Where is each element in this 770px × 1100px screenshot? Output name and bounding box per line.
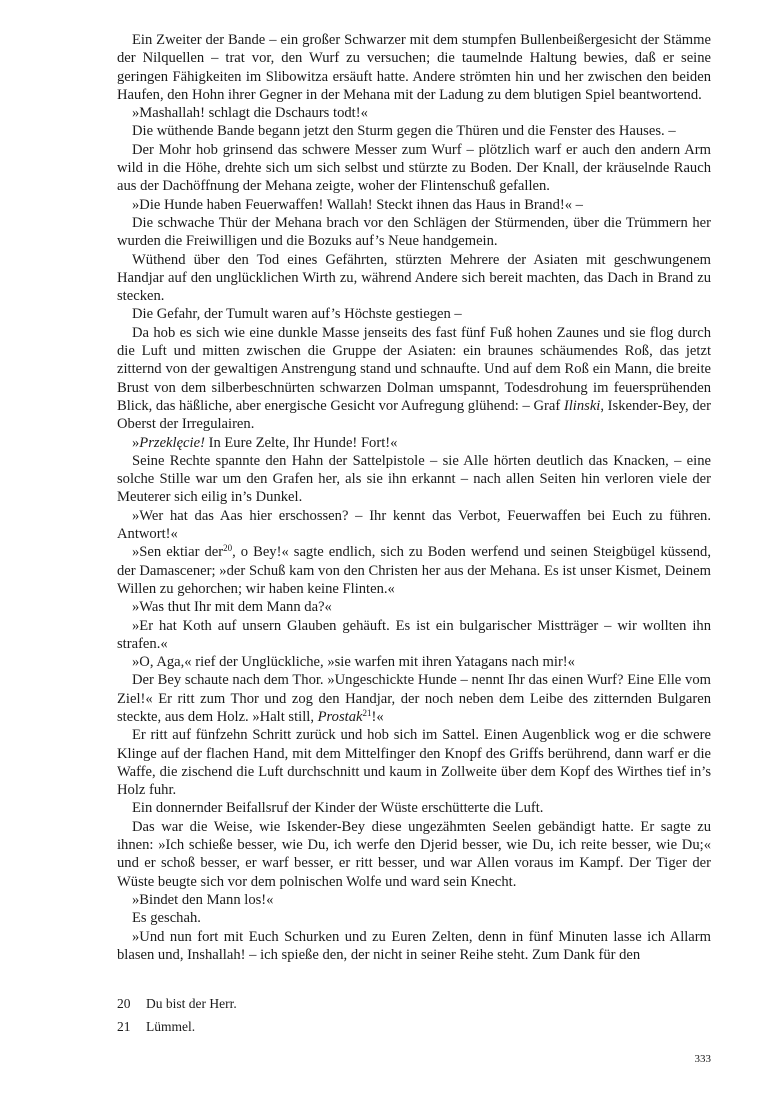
footnote-number: 21 xyxy=(117,1019,131,1034)
paragraph xyxy=(117,214,711,251)
paragraph xyxy=(117,909,711,927)
paragraph xyxy=(117,31,711,104)
paragraph xyxy=(117,598,711,616)
text-run: »Was thut Ihr mit dem Mann da?« xyxy=(132,599,332,616)
text-run: Der Mohr hob grinsend das schwere Messer zum Wurf – plötzlich warf er auch den andern Arm wild in die Höhe, drehte sich um sich selbst und stürzte zu Boden. Der Knall, der kräuselnde Rauch aus der Dachöffnung der Mehana zeigte, woher der Flintenschuß gefallen. xyxy=(117,141,711,195)
paragraph xyxy=(117,617,711,654)
paragraph xyxy=(117,891,711,909)
footnote-text: Du bist der Herr. xyxy=(146,996,237,1011)
text-run: Der Bey schaute nach dem Thor. »Ungeschickte Hunde – nennt Ihr das einen Wurf? Eine Elle vom Ziel!« Er ritt zum Thor und zog den Handjar, der noch neben dem Leibe des zitternden Bulgaren steckte, aus dem Holz. »Halt still, xyxy=(117,672,711,725)
paragraph xyxy=(117,324,711,434)
text-run: , Iskender-Bey, der Oberst der Irregulairen. xyxy=(117,397,711,433)
text-run: »Wer hat das Aas hier erschossen? – Ihr kennt das Verbot, Feuerwaffen bei Euch zu führen. Antwort!« xyxy=(117,507,711,543)
text-run: »Und nun fort mit Euch Schurken und zu Euren Zelten, denn in fünf Minuten lasse ich Allarm blasen und, Inshallah! – ich spieße den, der nicht in seiner Reihe steht. Zum Dank für den xyxy=(117,928,711,963)
footnote-text: Lümmel. xyxy=(146,1019,196,1034)
text-run: Ein Zweiter der Bande – ein großer Schwarzer mit dem stumpfen Bullenbeißergesicht der Stämme der Nilquellen – trat vor, den Wurf zu versuchen; die taumelnde Haltung bewies, daß er seine geringen Fähigkeiten im Slibowitza ersäuft hatte. Andere strömten hin und her zwischen den beiden Haufen, den Hohn ihrer Gegner in der Mehana mit der Ladung zu dem blutigen Spiel beantwortend. xyxy=(117,32,711,103)
paragraph xyxy=(117,434,711,452)
text-run: Er ritt auf fünfzehn Schritt zurück und hob sich im Sattel. Einen Augenblick wog er die schwere Klinge auf der flachen Hand, mit dem Mittelfinger den Knopf des Griffs berührend, dann warf er die Waffe, die zischend die Luft durchschnitt und kaum in Zollweite über dem Kopf des Wirthes tief in’s Holz fuhr. xyxy=(117,727,711,799)
text-run: »Mashallah! schlagt die Dschaurs todt!« xyxy=(132,105,368,122)
paragraph xyxy=(117,122,711,140)
paragraph xyxy=(117,141,711,196)
paragraph xyxy=(117,196,711,214)
text-run: Da hob es sich wie eine dunkle Masse jenseits des fast fünf Fuß hohen Zaunes und sie flog durch die Luft und mitten zwischen die Gruppe der Asiaten: ein braunes schäumendes Roß, das jetzt zitternd von der gewaltigen Anstrengung stand und schnaufte. Und auf dem Roß ein Mann, die breite Brust von dem silberbeschnürten schwarzen Dolman umspannt, Todesdrohung im feuersprühenden Blick, das häßliche, aber energische Gesicht vor Aufregung glühend: – Graf xyxy=(117,324,711,414)
text-run: , o Bey!« sagte endlich, sich zu Boden werfend und seinen Steigbügel küssend, der Damascener; »der Schuß kam von den Christen her aus der Mehana. Es ist unser Kismet, Deinem Willen zu gehorchen; wir haben keine Flinten.« xyxy=(117,544,711,597)
footnotes xyxy=(117,992,711,1038)
footnote xyxy=(117,992,711,1015)
paragraph xyxy=(117,507,711,544)
text-run: »O, Aga,« rief der Unglückliche, »sie warfen mit ihren Yatagans nach mir!« xyxy=(132,654,575,671)
text-run: Wüthend über den Tod eines Gefährten, stürzten Mehrere der Asiaten mit geschwungenem Handjar auf den unglücklichen Wirth zu, während Andere sich bereit machten, das Dach in Brand zu stecken. xyxy=(117,251,711,305)
italic-text: Przeklęcie! xyxy=(139,434,205,451)
page-number: 333 xyxy=(694,1053,711,1065)
text-run: Es geschah. xyxy=(132,910,201,927)
paragraph xyxy=(117,104,711,122)
text-run: Die Gefahr, der Tumult waren auf’s Höchste gestiegen – xyxy=(132,306,462,323)
text-run: Die schwache Thür der Mehana brach vor den Schlägen der Stürmenden, über die Trümmern her wurden die Freiwilligen und die Bozuks auf’s Neue handgemein. xyxy=(117,214,711,250)
paragraph xyxy=(117,452,711,507)
text-run: Die wüthende Bande begann jetzt den Sturm gegen die Thüren und die Fenster des Hauses. – xyxy=(132,123,676,140)
paragraph xyxy=(117,799,711,817)
text-run: »Bindet den Mann los!« xyxy=(132,891,274,908)
paragraph xyxy=(117,653,711,671)
paragraph xyxy=(117,726,711,799)
text-run: »Die Hunde haben Feuerwaffen! Wallah! Steckt ihnen das Haus in Brand!« – xyxy=(132,196,583,213)
text-run: »Er hat Koth auf unsern Glauben gehäuft. Es ist ein bulgarischer Mistträger – wir wollten ihn strafen.« xyxy=(117,617,711,652)
text-run: !« xyxy=(371,708,384,725)
text-run: »Sen ektiar der xyxy=(132,544,224,561)
body-text xyxy=(117,31,711,964)
footnote xyxy=(117,1015,711,1038)
text-run: In Eure Zelte, Ihr Hunde! Fort!« xyxy=(204,434,398,451)
paragraph xyxy=(117,928,711,965)
footnote-ref: 20 xyxy=(223,543,233,554)
text-run: Das war die Weise, wie Iskender-Bey diese ungezähmten Seelen gebändigt hatte. Er sagte zu ihnen: »Ich schieße besser, wie Du, ich werfe den Djerid besser, wie Du, ich reite besser, wie Du;« und er schoß besser, er warf besser, er ritt besser, und war Allen voraus im Kampf. Der Tiger der Wüste beugte sich vor dem polnischen Wolfe und ward sein Knecht. xyxy=(117,818,711,890)
text-run: Seine Rechte spannte den Hahn der Sattelpistole – sie Alle hörten deutlich das Knacken, – eine solche Stille war um den Grafen her, als sie ihn erkannt – nach allen Seiten hin verloren viele der Meuterer sich eilig in’s Dunkel. xyxy=(117,452,711,506)
paragraph xyxy=(117,818,711,891)
italic-text: Prostak xyxy=(317,708,363,725)
paragraph xyxy=(117,543,711,598)
text-run: » xyxy=(132,434,140,451)
italic-text: Ilinski xyxy=(563,397,601,414)
paragraph xyxy=(117,251,711,306)
footnote-number: 20 xyxy=(117,996,131,1011)
text-run: Ein donnernder Beifallsruf der Kinder der Wüste erschütterte die Luft. xyxy=(132,800,544,817)
paragraph xyxy=(117,305,711,323)
footnote-ref: 21 xyxy=(362,707,372,718)
paragraph xyxy=(117,671,711,726)
